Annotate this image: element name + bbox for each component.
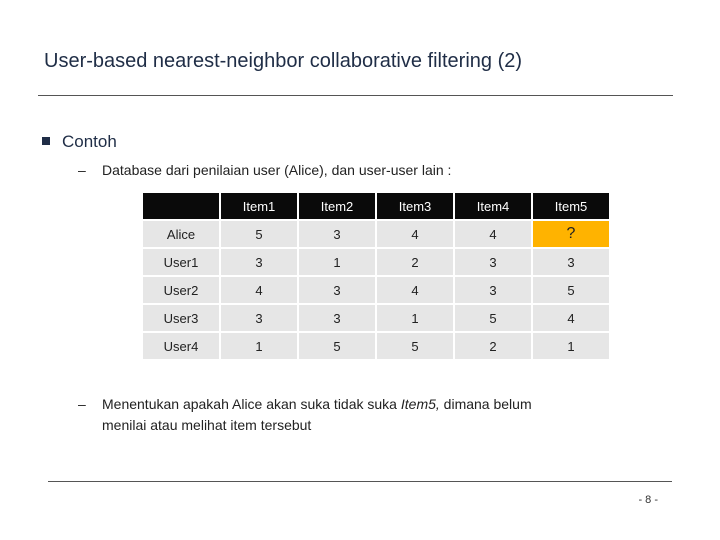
conclusion-item-emphasis: Item5,: [400, 396, 440, 412]
slide-title: User-based nearest-neighbor collaborative filtering (2): [44, 50, 523, 72]
conclusion-text-part1: Menentukan apakah Alice akan suka tidak suka: [102, 396, 401, 412]
rating-cell: 5: [221, 221, 297, 247]
rating-cell: 3: [455, 249, 531, 275]
table-row: [143, 305, 609, 331]
ratings-table: [141, 191, 611, 361]
rating-cell: 3: [221, 249, 297, 275]
rating-cell: 3: [221, 305, 297, 331]
conclusion-text-part2: dimana belum: [439, 396, 532, 412]
conclusion-text-line2: menilai atau melihat item tersebut: [102, 417, 312, 433]
sub-bullet-database: [78, 162, 451, 178]
rating-cell: 1: [221, 333, 297, 359]
rating-cell: 5: [533, 277, 609, 303]
unknown-rating-cell: ?: [533, 221, 609, 247]
rating-cell: 5: [377, 333, 453, 359]
rating-cell: 4: [455, 221, 531, 247]
table-row: [143, 221, 609, 247]
header-cell-item4: Item4: [455, 193, 531, 219]
rating-cell: 3: [299, 305, 375, 331]
bullet-text: Contoh: [62, 132, 117, 151]
table-row: [143, 333, 609, 359]
header-cell-item1: Item1: [221, 193, 297, 219]
rating-cell: 5: [299, 333, 375, 359]
bullet-contoh: [42, 132, 117, 152]
rating-cell: 3: [533, 249, 609, 275]
row-label-cell: User4: [143, 333, 219, 359]
rating-cell: 5: [455, 305, 531, 331]
rating-cell: 3: [299, 221, 375, 247]
square-bullet-icon: [42, 137, 50, 145]
dash-marker: –: [78, 162, 86, 178]
sub-bullet-text: Database dari penilaian user (Alice), dan user-user lain :: [102, 162, 452, 178]
rating-cell: 1: [299, 249, 375, 275]
header-cell-item3: Item3: [377, 193, 453, 219]
rating-cell: 1: [377, 305, 453, 331]
header-cell-item2: Item2: [299, 193, 375, 219]
rating-cell: 4: [377, 221, 453, 247]
table-header-row: [143, 193, 609, 219]
header-cell-item5: Item5: [533, 193, 609, 219]
row-label-cell: User2: [143, 277, 219, 303]
row-label-cell: User3: [143, 305, 219, 331]
row-label-cell: User1: [143, 249, 219, 275]
table-row: [143, 249, 609, 275]
rating-cell: 2: [377, 249, 453, 275]
rating-cell: 4: [377, 277, 453, 303]
rating-cell: 3: [455, 277, 531, 303]
dash-marker: –: [78, 396, 86, 412]
page-number: - 8 -: [638, 494, 658, 506]
sub-bullet-conclusion: [78, 394, 658, 436]
rating-cell: 1: [533, 333, 609, 359]
footer-divider: [48, 481, 672, 482]
table-row: [143, 277, 609, 303]
rating-cell: 4: [533, 305, 609, 331]
rating-cell: 4: [221, 277, 297, 303]
title-divider: [38, 95, 673, 96]
rating-cell: 2: [455, 333, 531, 359]
rating-cell: 3: [299, 277, 375, 303]
header-cell-empty: [143, 193, 219, 219]
row-label-cell: Alice: [143, 221, 219, 247]
